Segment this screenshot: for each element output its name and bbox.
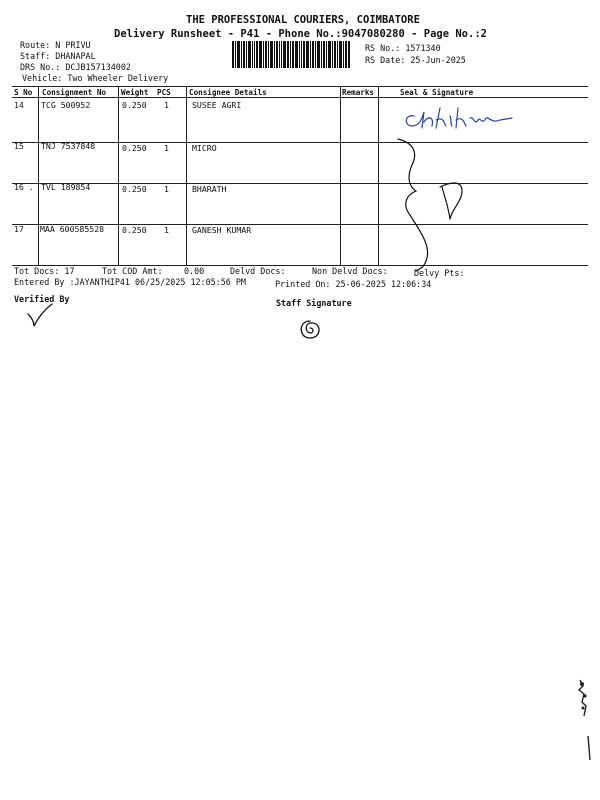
row-weight: 0.250 xyxy=(122,225,147,235)
entered-by: Entered By :JAYANTHIP41 06/25/2025 12:05:56 PM xyxy=(14,277,246,287)
row-pcs: 1 xyxy=(164,143,169,153)
staff-label: Staff: DHANAPAL xyxy=(20,51,96,61)
route-label: Route: N PRIVU xyxy=(20,40,91,50)
row-consignment: TNJ 7537848 xyxy=(41,141,96,151)
header-sno: S No xyxy=(14,88,33,97)
row-consignee: MICRO xyxy=(192,143,217,153)
header-remarks: Remarks xyxy=(342,88,375,97)
total-cod-value: 0.00 xyxy=(184,266,205,276)
header-seal-signature: Seal & Signature xyxy=(400,88,474,97)
delivered-docs-label: Delvd Docs: xyxy=(230,266,286,276)
non-delivered-docs-label: Non Delvd Docs: xyxy=(312,266,388,276)
scan-smudge-icon xyxy=(574,676,594,762)
printed-on: Printed On: 25-06-2025 12:06:34 xyxy=(275,279,432,289)
runsheet-title: Delivery Runsheet - P41 - Phone No.:9047080280 - Page No.:2 xyxy=(114,28,487,40)
vehicle-label: Vehicle: Two Wheeler Delivery xyxy=(22,73,169,83)
header-consignee: Consignee Details xyxy=(189,88,267,97)
company-name: THE PROFESSIONAL COURIERS, COIMBATORE xyxy=(186,14,420,26)
staff-signature-scribble-icon xyxy=(298,318,322,342)
verified-tick-icon xyxy=(26,300,56,330)
handwritten-signature-icon xyxy=(400,102,520,132)
barcode-icon xyxy=(232,41,350,68)
rs-number: RS No.: 1571340 xyxy=(365,43,441,53)
drs-number: DRS No.: DCJB157134002 xyxy=(20,62,131,72)
row-consignee: BHARATH xyxy=(192,184,227,194)
row-pcs: 1 xyxy=(164,184,169,194)
total-cod-label: Tot COD Amt: xyxy=(102,266,163,276)
row-weight: 0.250 xyxy=(122,184,147,194)
delivery-points-label: Delvy Pts: xyxy=(414,268,465,278)
row-consignment: MAA 600585528 xyxy=(40,224,105,234)
header-pcs: PCS xyxy=(157,88,171,97)
header-weight: Weight xyxy=(121,88,149,97)
row-consignee: GANESH KUMAR xyxy=(192,225,252,235)
row-sno: 16 . xyxy=(14,182,34,192)
row-sno: 15 xyxy=(14,141,24,151)
row-pcs: 1 xyxy=(164,100,169,110)
row-weight: 0.250 xyxy=(122,100,147,110)
row-consignment: TVL 189854 xyxy=(41,182,91,192)
total-docs: Tot Docs: 17 xyxy=(14,266,75,276)
header-consignment: Consignment No xyxy=(42,88,107,97)
rs-date: RS Date: 25-Jun-2025 xyxy=(365,55,466,65)
row-pcs: 1 xyxy=(164,225,169,235)
row-sno: 17 xyxy=(14,224,24,234)
row-sno: 14 xyxy=(14,100,24,110)
staff-signature-label: Staff Signature xyxy=(276,298,352,308)
row-weight: 0.250 xyxy=(122,143,147,153)
row-consignment: TCG 500952 xyxy=(41,100,91,110)
handwritten-bracket-icon xyxy=(396,135,476,275)
row-consignee: SUSEE AGRI xyxy=(192,100,242,110)
verified-by-label: Verified By xyxy=(14,294,70,304)
